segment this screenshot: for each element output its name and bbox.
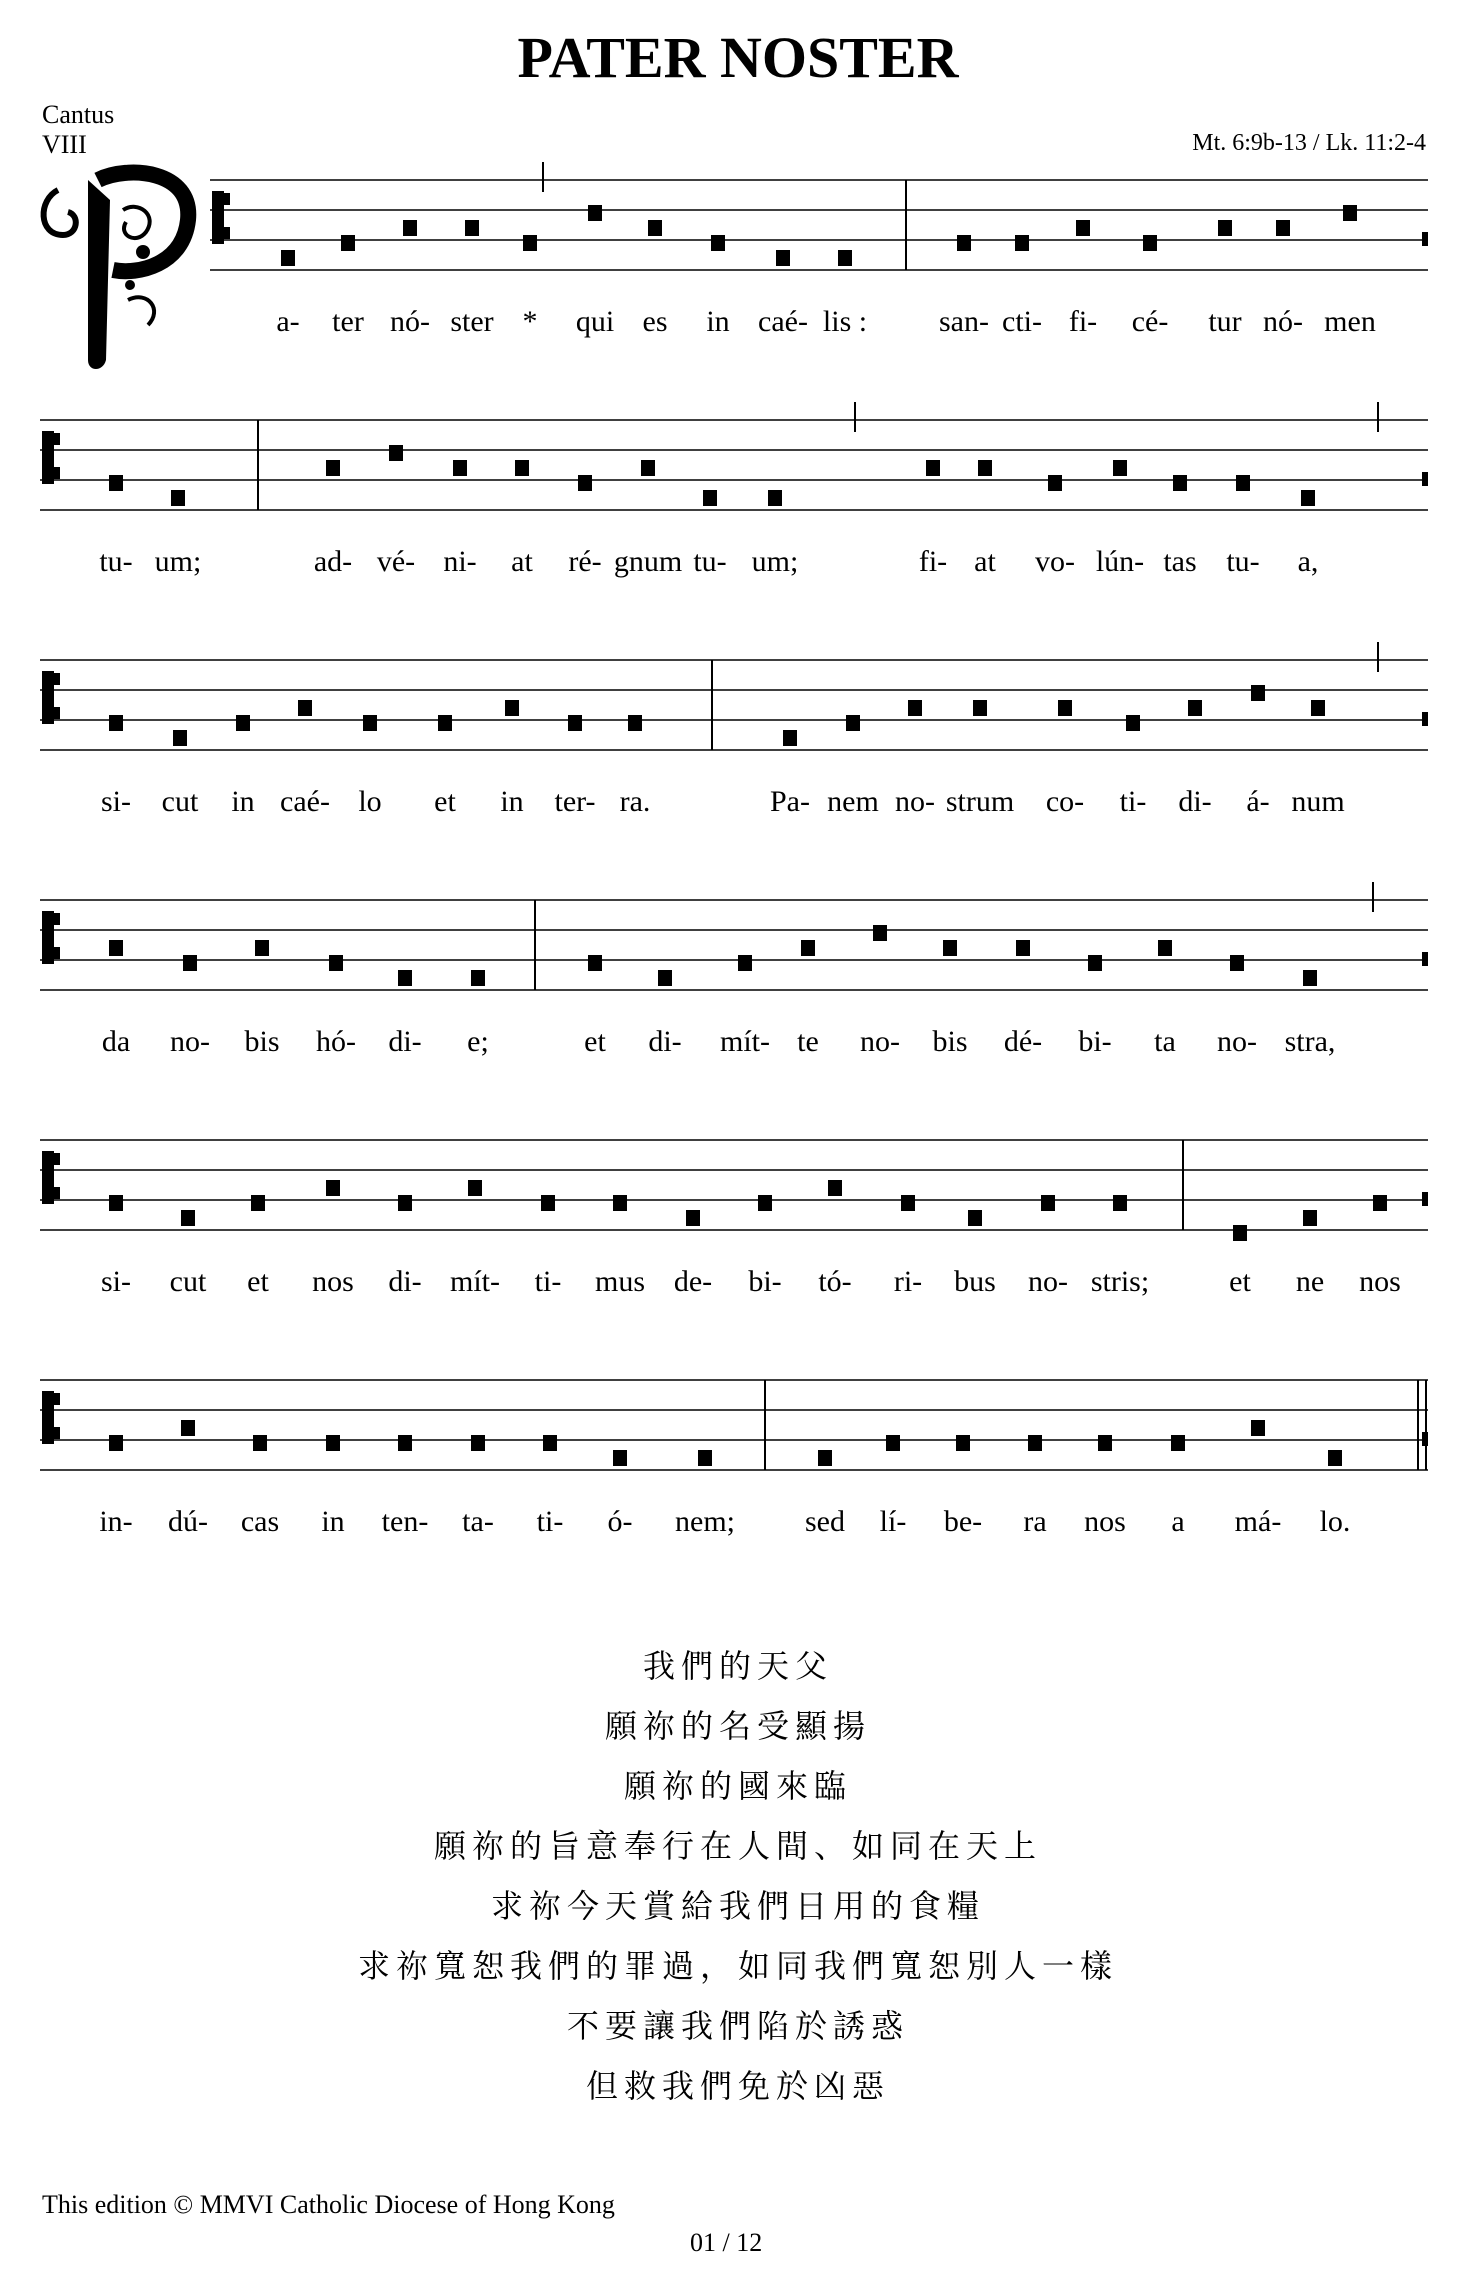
lyric-syllable: et xyxy=(434,785,456,818)
lyric-syllable: ri- xyxy=(893,1265,923,1298)
lyric-syllable: et xyxy=(584,1025,606,1058)
lyric-syllable: Pa- xyxy=(770,785,810,818)
c-clef-bottom xyxy=(222,227,230,239)
neume-note xyxy=(173,730,187,746)
c-clef-top xyxy=(52,1153,60,1165)
neume-note xyxy=(641,460,655,476)
lyric-syllable: hó- xyxy=(316,1025,356,1058)
neume-note xyxy=(1098,1435,1112,1451)
neume-note xyxy=(926,460,940,476)
neume-note xyxy=(758,1195,772,1211)
lyric-syllable: in xyxy=(321,1505,345,1538)
lyric-syllable: de- xyxy=(673,1265,713,1298)
c-clef-top xyxy=(52,673,60,685)
lyric-syllable: a, xyxy=(1297,545,1319,578)
lyric-syllable: in- xyxy=(99,1505,133,1538)
neume-note xyxy=(326,460,340,476)
neume-note xyxy=(1076,220,1090,236)
lyric-syllable: lún- xyxy=(1095,545,1145,578)
neume-note xyxy=(471,1435,485,1451)
lyric-syllable: di- xyxy=(388,1025,422,1058)
neume-note xyxy=(109,1435,123,1451)
lyric-syllable: ra. xyxy=(619,785,651,818)
lyric-syllable: dú- xyxy=(168,1505,208,1538)
neume-note xyxy=(109,715,123,731)
chinese-line: 願祢的旨意奉行在人間、如同在天上 xyxy=(433,1827,1042,1865)
lyric-syllable: cé- xyxy=(1131,305,1169,338)
neume-note xyxy=(1173,475,1187,491)
neume-note xyxy=(973,700,987,716)
lyric-syllable: fi- xyxy=(918,545,948,578)
chinese-line: 不要讓我們陷於誘惑 xyxy=(566,2007,909,2045)
lyric-syllable: ne xyxy=(1295,1265,1325,1298)
page-number: 01 / 12 xyxy=(690,2228,763,2257)
lyric-syllable: vo- xyxy=(1035,545,1075,578)
neume-note xyxy=(398,970,412,986)
neume-note xyxy=(236,715,250,731)
copyright-footer: This edition © MMVI Catholic Diocese of Hong Kong xyxy=(42,2190,615,2219)
neume-note xyxy=(1301,490,1315,506)
neume-note xyxy=(783,730,797,746)
neume-note xyxy=(613,1195,627,1211)
neume-note xyxy=(1251,1420,1265,1436)
mode-number: VIII xyxy=(42,130,87,159)
lyric-syllable: strum xyxy=(945,785,1015,818)
neume-note xyxy=(1048,475,1062,491)
neume-note xyxy=(768,490,782,506)
lyric-syllable: bis xyxy=(244,1025,280,1058)
neume-note xyxy=(956,1435,970,1451)
lyric-syllable: ta- xyxy=(462,1505,494,1538)
lyric-syllable: mít- xyxy=(720,1025,770,1058)
c-clef-bottom xyxy=(52,707,60,719)
neume-note xyxy=(943,940,957,956)
neume-note xyxy=(873,925,887,941)
custos xyxy=(1422,232,1428,246)
neume-note xyxy=(1143,235,1157,251)
lyric-syllable: no- xyxy=(1028,1265,1068,1298)
neume-note xyxy=(957,235,971,251)
chinese-line: 我們的天父 xyxy=(642,1647,833,1685)
c-clef-bottom xyxy=(52,947,60,959)
lyric-syllable: ta xyxy=(1154,1025,1176,1058)
lyric-syllable: lo. xyxy=(1319,1505,1351,1538)
lyric-syllable: um; xyxy=(751,545,799,578)
neume-note xyxy=(255,940,269,956)
lyric-syllable: caé- xyxy=(280,785,330,818)
lyric-syllable: et xyxy=(247,1265,269,1298)
neume-note xyxy=(109,475,123,491)
neume-note xyxy=(613,1450,627,1466)
lyric-syllable: in xyxy=(500,785,524,818)
lyric-syllable: vé- xyxy=(376,545,416,578)
c-clef-top xyxy=(52,913,60,925)
neume-note xyxy=(438,715,452,731)
neume-note xyxy=(471,970,485,986)
neume-note xyxy=(1373,1195,1387,1211)
neume-note xyxy=(838,250,852,266)
neume-note xyxy=(181,1420,195,1436)
lyric-syllable: nos xyxy=(312,1265,354,1298)
lyric-syllable: qui xyxy=(575,305,615,338)
lyric-syllable: in xyxy=(706,305,730,338)
neume-note xyxy=(171,490,185,506)
chinese-translation xyxy=(0,1636,1476,2116)
neume-note xyxy=(505,700,519,716)
lyric-syllable: san- xyxy=(939,305,989,338)
lyric-syllable: a xyxy=(1171,1505,1185,1538)
lyric-syllable: e; xyxy=(467,1025,489,1058)
lyric-syllable: gnum xyxy=(613,545,683,578)
lyric-syllable: tu- xyxy=(1226,545,1260,578)
neume-note xyxy=(686,1210,700,1226)
neume-note xyxy=(523,235,537,251)
lyric-syllable: cas xyxy=(240,1505,280,1538)
lyric-syllable: di- xyxy=(648,1025,682,1058)
lyric-syllable: mít- xyxy=(450,1265,500,1298)
lyric-syllable: cut xyxy=(161,785,199,818)
neume-note xyxy=(515,460,529,476)
lyric-syllable: ter xyxy=(332,305,364,338)
neume-note xyxy=(541,1195,555,1211)
lyric-syllable: ra xyxy=(1023,1505,1047,1538)
neume-note xyxy=(1218,220,1232,236)
lyric-syllable: lí- xyxy=(879,1505,907,1538)
lyric-syllable: sed xyxy=(805,1505,845,1538)
lyric-syllable: lo xyxy=(358,785,382,818)
neume-note xyxy=(403,220,417,236)
c-clef-bottom xyxy=(52,1427,60,1439)
neume-note xyxy=(389,445,403,461)
neume-note xyxy=(568,715,582,731)
lyric-syllable: cti- xyxy=(1002,305,1042,338)
custos xyxy=(1422,712,1428,726)
lyric-syllable: in xyxy=(231,785,255,818)
lyric-syllable: ter- xyxy=(554,785,596,818)
custos xyxy=(1422,1192,1428,1206)
neume-note xyxy=(1041,1195,1055,1211)
lyric-syllable: tas xyxy=(1163,545,1197,578)
lyric-syllable: ré- xyxy=(568,545,602,578)
neume-note xyxy=(1113,460,1127,476)
neume-note xyxy=(846,715,860,731)
lyric-syllable: a- xyxy=(276,305,300,338)
neume-note xyxy=(363,715,377,731)
lyric-syllable: ten- xyxy=(381,1505,429,1538)
lyric-syllable: no- xyxy=(170,1025,210,1058)
neume-note xyxy=(588,205,602,221)
neume-note xyxy=(801,940,815,956)
neume-note xyxy=(465,220,479,236)
lyric-syllable: di- xyxy=(1178,785,1212,818)
neume-note xyxy=(1233,1225,1247,1241)
lyric-syllable: nos xyxy=(1084,1505,1126,1538)
lyric-syllable: es xyxy=(642,305,668,338)
neume-note xyxy=(326,1435,340,1451)
neume-note xyxy=(1236,475,1250,491)
scripture-reference: Mt. 6:9b-13 / Lk. 11:2-4 xyxy=(1192,130,1426,156)
neume-note xyxy=(711,235,725,251)
custos xyxy=(1422,1432,1428,1446)
neume-note xyxy=(828,1180,842,1196)
page-title: PATER NOSTER xyxy=(517,25,959,90)
neume-note xyxy=(1088,955,1102,971)
neume-note xyxy=(341,235,355,251)
lyric-syllable: dé- xyxy=(1003,1025,1043,1058)
chinese-line: 求祢今天賞給我們日用的食糧 xyxy=(490,1887,985,1925)
initial-letter: P xyxy=(78,337,85,348)
neume-note xyxy=(1230,955,1244,971)
lyric-syllable: no- xyxy=(860,1025,900,1058)
lyric-syllable: stra, xyxy=(1284,1025,1336,1058)
lyric-syllable: bi- xyxy=(1078,1025,1112,1058)
neume-note xyxy=(578,475,592,491)
neume-note xyxy=(1303,1210,1317,1226)
neume-note xyxy=(281,250,295,266)
c-clef-top xyxy=(52,433,60,445)
lyric-syllable: num xyxy=(1291,785,1345,818)
mode-label: Cantus xyxy=(42,100,115,129)
lyric-syllable: bi- xyxy=(748,1265,782,1298)
neume-note xyxy=(978,460,992,476)
lyric-syllable: nó- xyxy=(1263,305,1303,338)
c-clef-bottom xyxy=(52,1187,60,1199)
chinese-line: 但救我們免於凶惡 xyxy=(585,2067,890,2105)
lyric-syllable: nó- xyxy=(390,305,430,338)
neume-note xyxy=(1015,235,1029,251)
lyric-syllable: ster xyxy=(450,305,494,338)
lyric-syllable: nem xyxy=(827,785,879,818)
neume-note xyxy=(588,955,602,971)
neume-note xyxy=(901,1195,915,1211)
lyric-syllable: da xyxy=(101,1025,131,1058)
neume-note xyxy=(1276,220,1290,236)
lyric-syllable: si- xyxy=(101,785,131,818)
lyric-syllable: ti- xyxy=(1119,785,1147,818)
lyric-syllable: á- xyxy=(1246,785,1270,818)
lyric-syllable: bis xyxy=(932,1025,968,1058)
custos xyxy=(1422,472,1428,486)
neume-note xyxy=(1113,1195,1127,1211)
neume-note xyxy=(648,220,662,236)
neume-note xyxy=(698,1450,712,1466)
lyric-syllable: tur xyxy=(1208,305,1242,338)
neume-note xyxy=(1328,1450,1342,1466)
neume-note xyxy=(908,700,922,716)
lyric-syllable: stris; xyxy=(1090,1265,1150,1298)
lyric-syllable: be- xyxy=(943,1505,983,1538)
neume-note xyxy=(776,250,790,266)
neume-note xyxy=(1251,685,1265,701)
neume-note xyxy=(968,1210,982,1226)
lyric-syllable: tu- xyxy=(99,545,133,578)
chinese-line: 願祢的名受顯揚 xyxy=(604,1707,871,1745)
neume-note xyxy=(326,1180,340,1196)
neume-note xyxy=(658,970,672,986)
lyric-syllable: ti- xyxy=(534,1265,562,1298)
custos xyxy=(1422,952,1428,966)
neume-note xyxy=(109,1195,123,1211)
lyric-syllable: nem; xyxy=(675,1505,735,1538)
lyric-syllable: má- xyxy=(1234,1505,1282,1538)
neume-note xyxy=(1311,700,1325,716)
lyric-syllable: te xyxy=(797,1025,819,1058)
c-clef-bottom xyxy=(52,467,60,479)
lyric-syllable: tu- xyxy=(693,545,727,578)
neume-note xyxy=(398,1435,412,1451)
lyric-syllable: tó- xyxy=(818,1265,852,1298)
lyric-syllable: si- xyxy=(101,1265,131,1298)
lyric-syllable: ni- xyxy=(443,545,477,578)
lyric-syllable: cut xyxy=(169,1265,207,1298)
neume-note xyxy=(181,1210,195,1226)
neume-note xyxy=(109,940,123,956)
lyric-syllable: fi- xyxy=(1068,305,1098,338)
neume-note xyxy=(398,1195,412,1211)
lyric-syllable: at xyxy=(511,545,533,578)
lyric-syllable: mus xyxy=(594,1265,646,1298)
neume-note xyxy=(251,1195,265,1211)
neume-note xyxy=(329,955,343,971)
neume-note xyxy=(1303,970,1317,986)
neume-note xyxy=(543,1435,557,1451)
lyric-syllable: * xyxy=(522,305,538,338)
lyric-syllable: no- xyxy=(895,785,935,818)
lyric-syllable: caé- xyxy=(758,305,808,338)
lyric-syllable: lis : xyxy=(822,305,868,338)
neume-note xyxy=(1188,700,1202,716)
neume-note xyxy=(1158,940,1172,956)
neume-note xyxy=(468,1180,482,1196)
lyric-syllable: bus xyxy=(954,1265,996,1298)
lyric-syllable: no- xyxy=(1217,1025,1257,1058)
chinese-line: 願祢的國來臨 xyxy=(623,1767,852,1805)
lyric-syllable: ti- xyxy=(536,1505,564,1538)
neume-note xyxy=(738,955,752,971)
c-clef-top xyxy=(222,193,230,205)
lyric-syllable: ó- xyxy=(607,1505,633,1538)
neume-note xyxy=(886,1435,900,1451)
neume-note xyxy=(183,955,197,971)
neume-note xyxy=(703,490,717,506)
neume-note xyxy=(1016,940,1030,956)
lyric-syllable: nos xyxy=(1359,1265,1401,1298)
lyric-syllable: um; xyxy=(154,545,202,578)
neume-note xyxy=(1126,715,1140,731)
neume-note xyxy=(253,1435,267,1451)
neume-note xyxy=(628,715,642,731)
lyric-syllable: ad- xyxy=(313,545,353,578)
neume-note xyxy=(1171,1435,1185,1451)
lyric-syllable: men xyxy=(1324,305,1376,338)
neume-note xyxy=(1058,700,1072,716)
neume-note xyxy=(1028,1435,1042,1451)
neume-note xyxy=(818,1450,832,1466)
lyric-syllable: co- xyxy=(1045,785,1085,818)
neume-note xyxy=(298,700,312,716)
chinese-line: 求祢寬恕我們的罪過，如同我們寬恕別人一樣 xyxy=(357,1947,1118,1985)
c-clef-top xyxy=(52,1393,60,1405)
lyric-syllable: at xyxy=(974,545,996,578)
neume-note xyxy=(1343,205,1357,221)
lyric-syllable: di- xyxy=(388,1265,422,1298)
lyric-syllable: et xyxy=(1229,1265,1251,1298)
neume-note xyxy=(453,460,467,476)
